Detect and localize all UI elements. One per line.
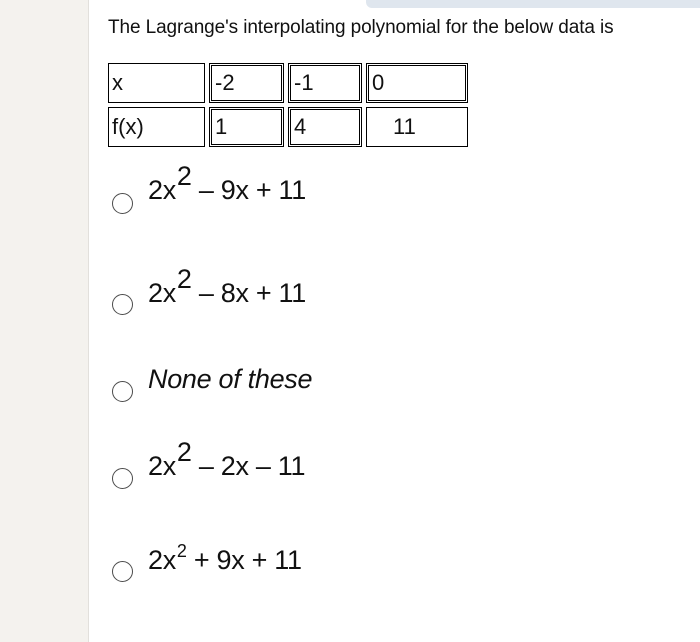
option-label: 2x2 – 9x + 11 [148, 161, 306, 205]
radio-button[interactable] [112, 381, 133, 402]
table-cell: -2 [209, 63, 284, 103]
question-text: The Lagrange's interpolating polynomial for the below data is [108, 17, 614, 38]
table-cell: 4 [288, 107, 362, 147]
table-cell: -1 [288, 63, 362, 103]
option-label: 2x2 – 8x + 11 [148, 264, 306, 308]
radio-button[interactable] [112, 561, 133, 582]
top-tab [366, 0, 700, 8]
radio-button[interactable] [112, 294, 133, 315]
table-cell: 11 [366, 107, 468, 147]
option-label: 2x2 – 2x – 11 [148, 437, 306, 481]
table-cell: 1 [209, 107, 284, 147]
option-label: None of these [148, 364, 313, 394]
table-cell: 0 [366, 63, 468, 103]
table-cell-fx-header: f(x) [108, 107, 205, 147]
radio-button[interactable] [112, 468, 133, 489]
option-label: $2x^2 + 9x + 11$ [148, 541, 302, 575]
table-cell-x-header: x [108, 63, 205, 103]
radio-button[interactable] [112, 193, 133, 214]
